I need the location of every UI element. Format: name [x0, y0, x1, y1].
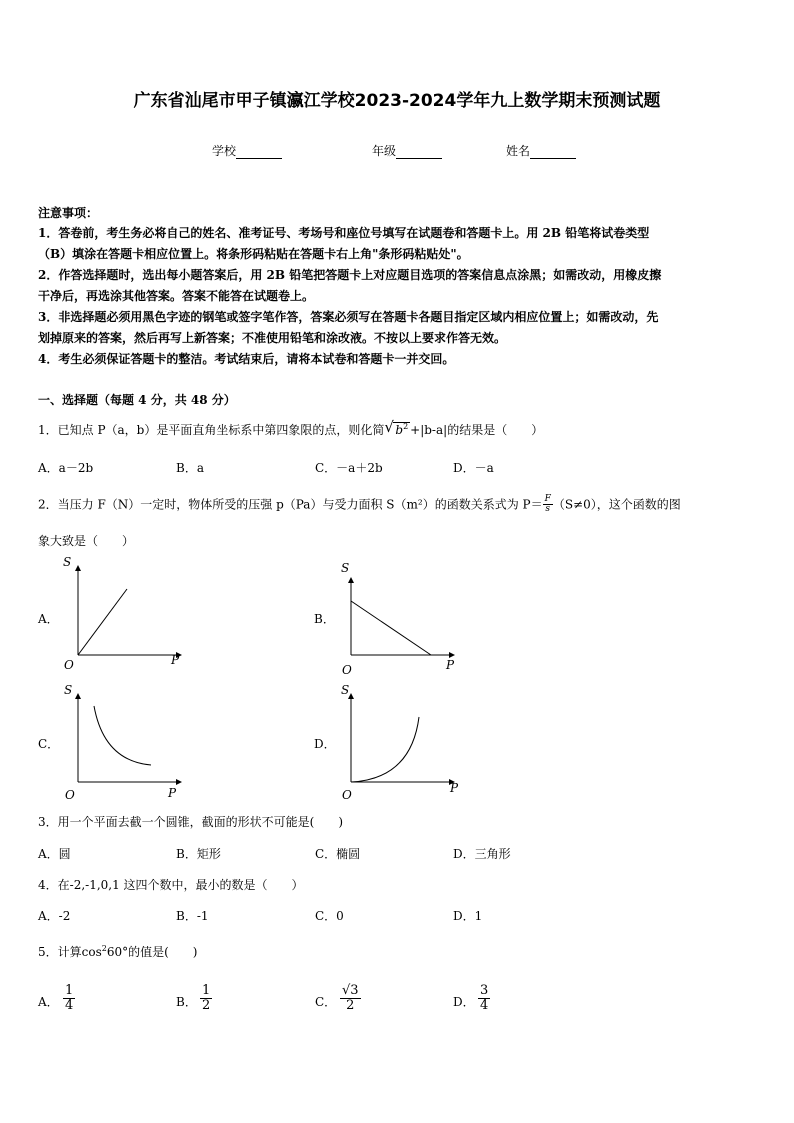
- option-a-fraction: [63, 984, 75, 1012]
- option-d-fraction: [478, 984, 490, 1012]
- option-b: B．: [176, 995, 197, 1009]
- notice-line: 划掉原来的答案，然后再写上新答案；不准使用铅笔和涂改液。不按以上要求作答无效。: [38, 331, 507, 345]
- option-c: C．0: [315, 909, 344, 923]
- y-axis-label: S: [63, 555, 72, 569]
- question-5: [38, 943, 197, 960]
- question-4: 4．在-2,-1,0,1 这四个数中，最小的数是（ ）: [38, 878, 304, 892]
- q1-stem: 1．已知点 P（a，b）是平面直角坐标系中第四象限的点，则化简: [38, 423, 385, 437]
- option-d: D．: [453, 995, 475, 1009]
- notice-line: 干净后，再选涂其他答案。答案不能答在试题卷上。: [38, 289, 315, 303]
- q5-function: cos: [81, 945, 102, 959]
- notice-line: 3．非选择题必须用黑色字迹的钢笔或签字笔作答，答案必须写在答题卡各题目指定区域内相应位置上；如需改动，先: [38, 310, 659, 324]
- sqrt-expression: [384, 418, 410, 437]
- q2-stem: 2．当压力 F（N）一定时，物体所受的压强 p（Pa）与受力面积 S（m²）的函数关系式为 P＝: [38, 497, 543, 512]
- option-d: D．三角形: [453, 847, 511, 861]
- option-a: A．a－2b: [38, 461, 94, 475]
- notice-line: 4．考生必须保证答题卡的整洁。考试结束后，请将本试卷和答题卡一并交回。: [38, 352, 455, 366]
- fraction-numerator: √3: [342, 983, 359, 998]
- y-axis-label: S: [341, 683, 350, 697]
- fraction-denominator: 4: [65, 997, 74, 1013]
- origin-label: O: [342, 663, 352, 677]
- fraction-numerator: 3: [480, 983, 489, 998]
- fraction-denominator: s: [545, 504, 551, 515]
- x-axis-label: P: [446, 658, 455, 672]
- option-c: C．: [315, 995, 337, 1009]
- fraction-denominator: 2: [202, 997, 211, 1013]
- fraction-numerator: 1: [202, 983, 211, 998]
- y-axis-arrow: [75, 565, 81, 571]
- x-axis-arrow: [176, 779, 182, 785]
- x-axis-label: P: [450, 781, 459, 795]
- notice-line: 2．作答选择题时，选出每小题答案后，用 2B 铅笔把答题卡上对应题目选项的答案信息点涂黑；如需改动，用橡皮擦: [38, 268, 662, 282]
- y-axis-label: S: [341, 561, 350, 575]
- radical-sign: √: [384, 418, 394, 436]
- school-label: 学校: [212, 144, 237, 158]
- q5-exponent: 2: [101, 944, 107, 953]
- grade-label: 年级: [372, 144, 397, 158]
- function-curve: [351, 601, 431, 655]
- x-axis-label: P: [171, 653, 180, 667]
- school-field: [212, 142, 282, 159]
- school-blank: [236, 147, 282, 159]
- option-c-fraction: [340, 984, 361, 1012]
- graph-b: [333, 555, 463, 675]
- option-b: B．-1: [176, 909, 209, 923]
- q2-stem-line2: 象大致是（ ）: [38, 534, 135, 548]
- fraction-numerator: F: [544, 494, 551, 504]
- option-a: A．圆: [38, 847, 71, 861]
- question-2: [38, 495, 681, 515]
- option-d: D．－a: [453, 461, 494, 475]
- option-b: B．a: [176, 461, 204, 475]
- y-axis-arrow: [348, 577, 354, 583]
- option-a: A．: [38, 995, 59, 1009]
- fraction-denominator: 2: [346, 997, 355, 1013]
- question-3: 3．用一个平面去截一个圆锥，截面的形状不可能是( ): [38, 815, 344, 829]
- graph-c: [60, 683, 190, 803]
- origin-label: O: [64, 658, 74, 672]
- q1-exponent: 2: [403, 422, 409, 431]
- q5-stem: 5．计算: [38, 945, 82, 959]
- name-field: [506, 142, 576, 159]
- option-b: B．矩形: [176, 847, 221, 861]
- notice-heading: 注意事项：: [38, 206, 99, 220]
- notice-line: 1．答卷前，考生务必将自己的姓名、准考证号、考场号和座位号填写在试题卷和答题卡上。用 2B 铅笔将试卷类型: [38, 226, 650, 240]
- fraction-numerator: 1: [65, 983, 74, 998]
- graph-d-label: D．: [314, 737, 336, 751]
- section-heading: 一、选择题（每题 4 分，共 48 分）: [38, 393, 236, 407]
- option-a: A．-2: [38, 909, 71, 923]
- option-d: D．1: [453, 909, 483, 923]
- origin-label: O: [65, 788, 75, 802]
- option-c: C．－a＋2b: [315, 461, 383, 475]
- name-blank: [530, 147, 576, 159]
- question-1: [38, 418, 544, 438]
- graph-d: [333, 683, 463, 803]
- origin-label: O: [342, 788, 352, 802]
- graph-b-label: B．: [314, 612, 335, 626]
- function-curve: [94, 706, 151, 765]
- function-curve: [351, 717, 419, 782]
- grade-blank: [396, 147, 442, 159]
- y-axis-label: S: [64, 683, 73, 697]
- grade-field: [372, 142, 442, 159]
- graph-a-label: A．: [38, 612, 59, 626]
- q1-radicand: b: [395, 423, 404, 437]
- pressure-fraction: [543, 495, 553, 515]
- q1-stem-end: +|b-a|的结果是（ ）: [410, 423, 544, 437]
- option-c: C．椭圆: [315, 847, 361, 861]
- graph-c-label: C．: [38, 737, 60, 751]
- page-title: 广东省汕尾市甲子镇瀛江学校2023-2024学年九上数学期末预测试题: [133, 91, 661, 111]
- q5-stem-end: 60°的值是( ): [106, 945, 198, 959]
- option-b-fraction: [200, 984, 212, 1012]
- name-label: 姓名: [506, 144, 531, 158]
- fraction-denominator: 4: [480, 997, 489, 1013]
- function-curve: [78, 589, 127, 655]
- y-axis-arrow: [75, 693, 81, 699]
- notice-line: （B）填涂在答题卡相应位置上。将条形码粘贴在答题卡右上角"条形码粘贴处"。: [38, 247, 469, 261]
- q2-stem-end: （S≠0），这个函数的图: [552, 497, 681, 512]
- x-axis-label: P: [168, 786, 177, 800]
